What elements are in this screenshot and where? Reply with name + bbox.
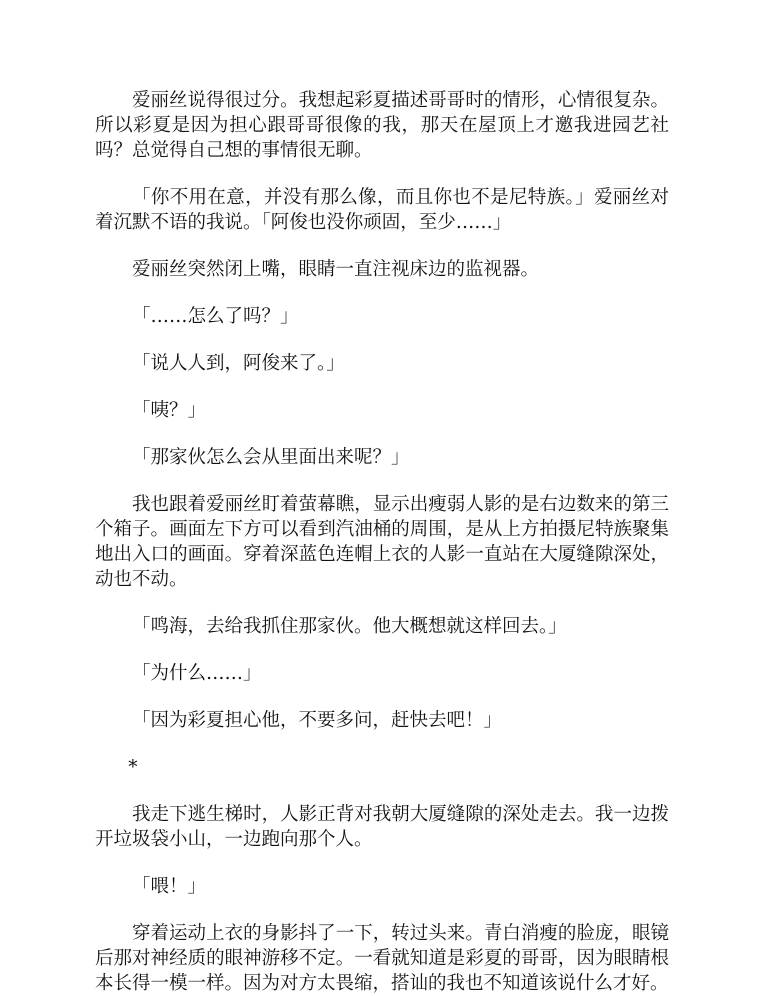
paragraph-9: 「鸣海，去给我抓住那家伙。他大概想就这样回去。」 — [132, 616, 567, 637]
paragraph-7: 「那家伙怎么会从里面出来呢？」 — [132, 447, 410, 468]
paragraph-8: 我也跟着爱丽丝盯着萤幕瞧，显示出瘦弱人影的是右边数来的第三个箱子。画面左下方可以看到汽油桶的周围，是从上方拍摄尼特族聚集地出入口的画面。穿着深蓝色连帽上衣的人影一直站在大厦缝隙深处，动也不动。 — [95, 494, 669, 590]
paragraph-12: 我走下逃生梯时，人影正背对我朝大厦缝隙的深处走去。我一边拨开垃圾袋小山，一边跑向那个人。 — [95, 804, 669, 850]
paragraph-11: 「因为彩夏担心他，不要多问，赶快去吧！」 — [132, 710, 503, 731]
paragraph-6: 「咦？」 — [132, 400, 207, 421]
paragraph-5: 「说人人到，阿俊来了。」 — [132, 353, 345, 374]
paragraph-1: 爱丽丝说得很过分。我想起彩夏描述哥哥时的情形，心情很复杂。所以彩夏是因为担心跟哥哥很像的我，那天在屋顶上才邀我进园艺社吗？总觉得自己想的事情很无聊。 — [95, 90, 669, 161]
paragraph-3: 爱丽丝突然闭上嘴，眼睛一直注视床边的监视器。 — [132, 259, 540, 280]
paragraph-4: 「……怎么了吗？」 — [132, 306, 299, 327]
paragraph-13: 「喂！」 — [132, 876, 207, 897]
paragraph-2: 「你不用在意，并没有那么像，而且你也不是尼特族。」爱丽丝对着沉默不语的我说。「阿俊也没你顽固，至少……」 — [95, 187, 669, 233]
paragraph-10: 「为什么……」 — [132, 663, 262, 684]
scene-break: * — [128, 757, 138, 778]
paragraph-14: 穿着运动上衣的身影抖了一下，转过头来。青白消瘦的脸庞，眼镜后那对神经质的眼神游移不定。一看就知道是彩夏的哥哥，因为眼睛根本长得一模一样。因为对方太畏缩，搭讪的我也不知道该说什么才好。 — [95, 923, 669, 994]
